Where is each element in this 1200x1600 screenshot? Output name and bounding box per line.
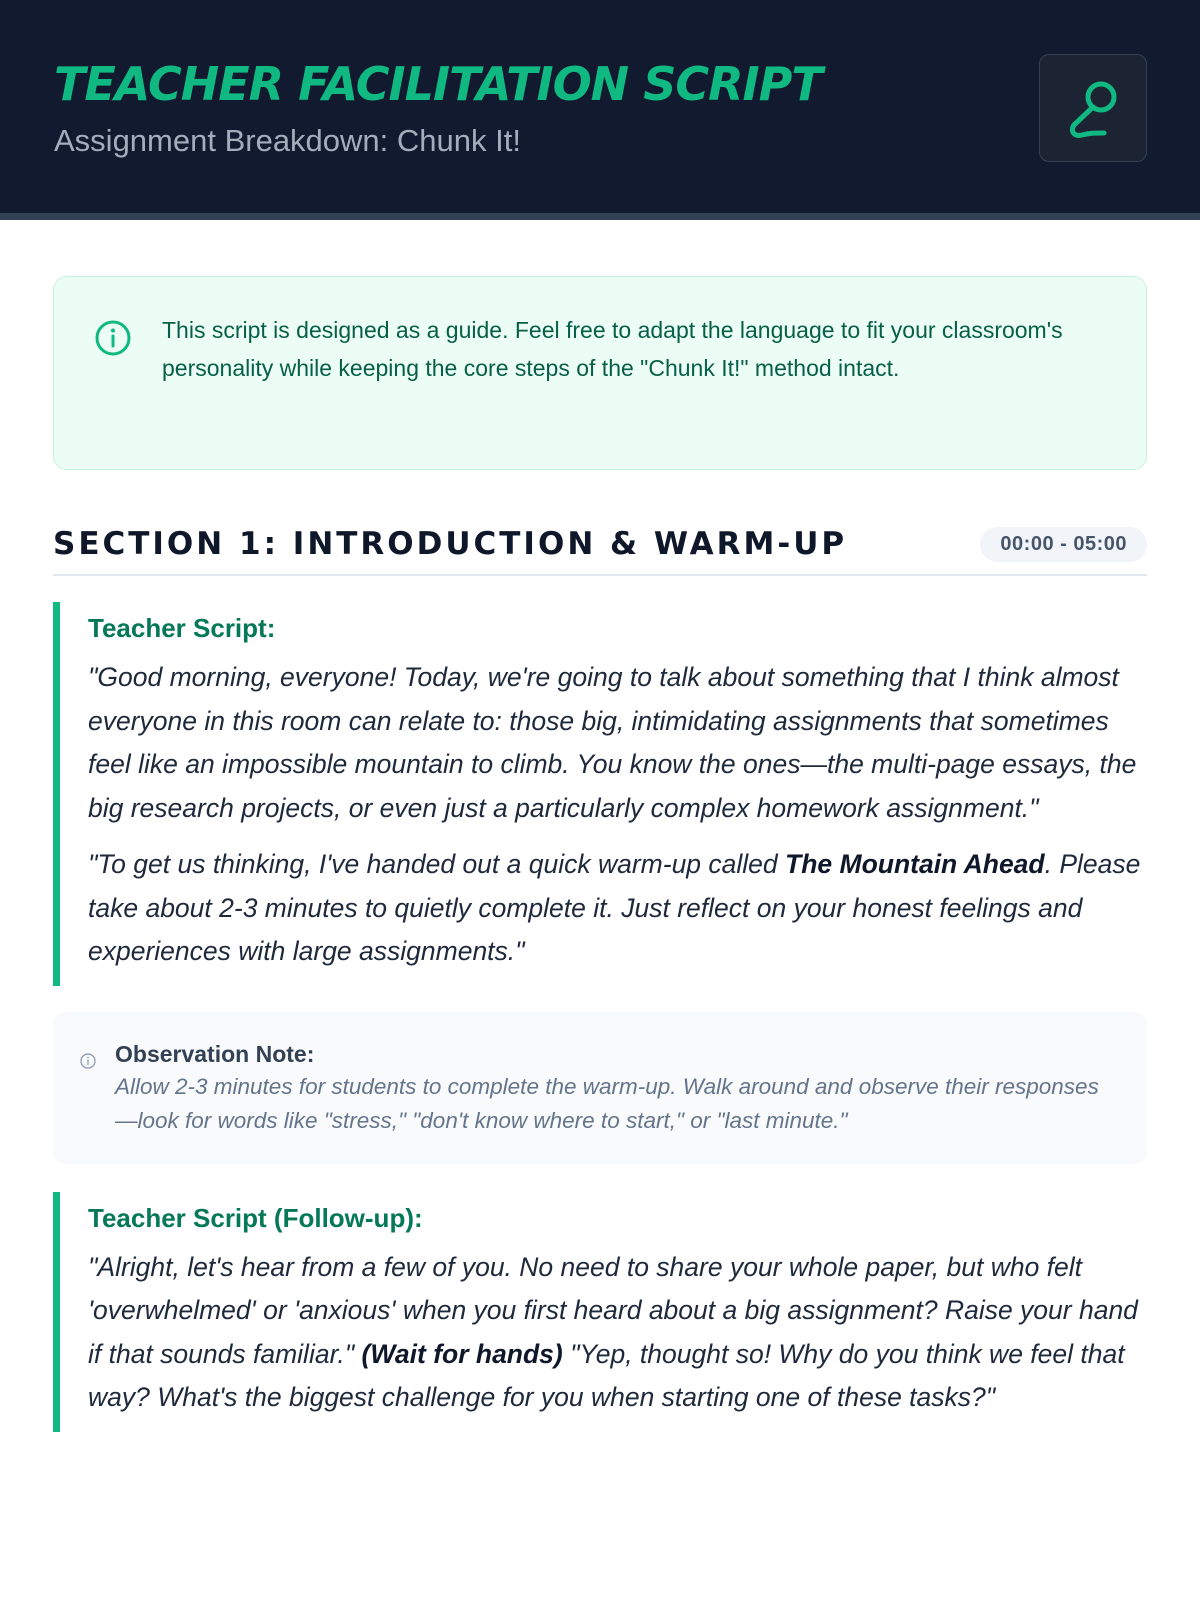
- section-header: [53, 526, 1147, 576]
- script-text: "To get us thinking, I've handed out a quick warm-up called: [88, 849, 786, 879]
- page-subtitle: Assignment Breakdown: Chunk It!: [54, 123, 521, 158]
- script-text: . Please take about 2-3 minutes to quietly complete it. Just reflect on your honest feelings and experiences with large assignments.": [88, 849, 1141, 966]
- script-paragraph: [88, 1246, 1147, 1420]
- microphone-icon: [1064, 77, 1122, 139]
- warm-up-title: The Mountain Ahead: [785, 849, 1045, 879]
- note-body: [115, 1038, 1117, 1138]
- script-label: Teacher Script (Follow-up):: [88, 1202, 423, 1233]
- script-text: "Yep, thought so! Why do you think we feel that way? What's the biggest challenge for you when starting one of these tasks?": [88, 1338, 1125, 1412]
- stage-direction: (Wait for hands): [361, 1338, 563, 1369]
- info-icon: [79, 1052, 99, 1075]
- microphone-badge: [1039, 54, 1147, 162]
- note-label: Observation Note:: [115, 1040, 315, 1067]
- section-title: SECTION 1: INTRODUCTION & WARM-UP: [53, 526, 848, 562]
- page-header: [0, 0, 1200, 220]
- main-content: [0, 276, 1200, 1432]
- teacher-script-followup-block: [53, 1192, 1147, 1432]
- observation-note: [53, 1012, 1147, 1164]
- info-callout: [53, 276, 1147, 470]
- script-paragraph: [88, 843, 1147, 974]
- info-text: This script is designed as a guide. Feel free to adapt the language to fit your classroom's personality while keeping the core steps of the "Chunk It!" method intact.: [162, 317, 1063, 381]
- page-title: TEACHER FACILITATION SCRIPT: [54, 57, 822, 111]
- script-text: "Alright, let's hear from a few of you. No need to share your whole paper, but who felt 'overwhelmed' or 'anxious' when you first heard about a big assignment? Raise your hand if that sounds familiar.": [88, 1251, 1138, 1369]
- time-badge: 00:00 - 05:00: [980, 527, 1147, 562]
- teacher-script-block: [53, 602, 1147, 986]
- note-text: Allow 2-3 minutes for students to complete the warm-up. Walk around and observe their responses—look for words like "stress," "don't know where to start," or "last minute.": [115, 1073, 1099, 1133]
- script-paragraph: "Good morning, everyone! Today, we're going to talk about something that I think almost everyone in this room can relate to: those big, intimidating assignments that sometimes feel like an impossible mountain to climb. You know the ones—the multi-page essays, the big research projects, or even just a particularly complex homework assignment.": [88, 662, 1137, 823]
- info-icon: [94, 319, 134, 362]
- script-label: Teacher Script:: [88, 613, 276, 643]
